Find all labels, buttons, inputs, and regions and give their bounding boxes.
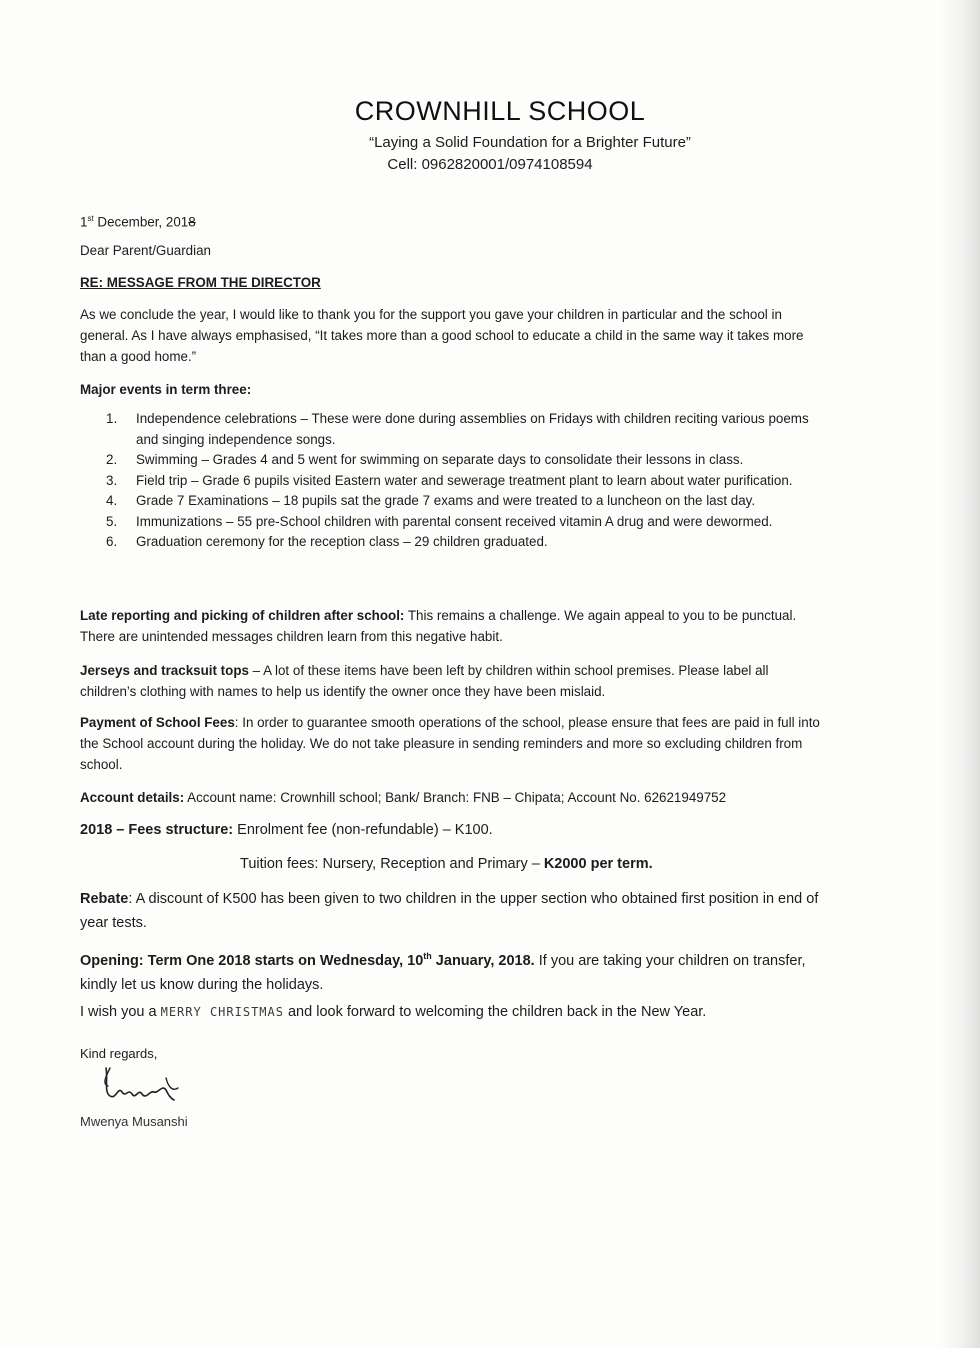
rebate-label: Rebate <box>80 891 129 907</box>
late-label: Late reporting and picking of children after school: <box>80 608 405 623</box>
rebate-paragraph <box>80 887 820 935</box>
account-label: Account details: <box>80 790 185 805</box>
list-number: 3. <box>106 472 118 488</box>
events-heading: Major events in term three: <box>80 382 252 397</box>
list-number: 2. <box>106 452 118 467</box>
wish-before: I wish you a <box>80 1004 161 1020</box>
signer-name: Mwenya Musanshi <box>80 1114 188 1129</box>
christmas-wish <box>80 1002 820 1023</box>
letter-date <box>80 208 820 232</box>
tuition-text: Tuition fees: Nursery, Reception and Primary – <box>240 856 544 872</box>
salutation: Dear Parent/Guardian <box>80 243 212 258</box>
list-item <box>96 450 826 471</box>
opening-paragraph <box>80 944 820 997</box>
late-reporting-paragraph <box>80 605 820 647</box>
list-text: Independence celebrations – These were done during assemblies on Fridays with children reciting various poems and singing independence songs. <box>136 411 809 447</box>
school-name: CROWNHILL SCHOOL <box>354 96 646 126</box>
contact-cell: Cell: 0962820001/0974108594 <box>387 156 593 173</box>
intro-paragraph: As we conclude the year, I would like to thank you for the support you gave your children in particular and the school in general. As I have always emphasised, “It takes more than a good school to educate a child in the same way it takes more than a good home.” <box>80 307 804 364</box>
school-motto: “Laying a Solid Foundation for a Brighter Future” <box>369 134 691 151</box>
handwritten-merry-christmas: MERRY CHRISTMAS <box>160 1005 284 1019</box>
account-text: Account name: Crownhill school; Bank/ Branch: FNB – Chipata; Account No. 62621949752 <box>184 790 727 805</box>
signature-image <box>96 1062 186 1112</box>
account-details <box>80 787 820 808</box>
subject-line: RE: MESSAGE FROM THE DIRECTOR <box>80 275 321 290</box>
list-text: Swimming – Grades 4 and 5 went for swimming on separate days to consolidate their lessons in class. <box>136 452 744 467</box>
wish-after: and look forward to welcoming the children back in the New Year. <box>283 1004 707 1020</box>
list-item <box>96 532 826 553</box>
opening-text: If you are taking your children on transfer, kindly let us know during the holidays. <box>80 952 806 993</box>
rebate-text: : A discount of K500 has been given to two children in the upper section who obtained first position in end of year tests. <box>80 891 819 931</box>
list-number: 6. <box>106 534 118 549</box>
list-text: Graduation ceremony for the reception class – 29 children graduated. <box>136 534 548 549</box>
jerseys-label: Jerseys and tracksuit tops <box>80 663 249 678</box>
structure-label: 2018 – Fees structure: <box>80 822 234 838</box>
opening-label: Opening: Term One 2018 starts on Wednesday, 10 <box>80 952 424 969</box>
date-year-digit: 8 <box>188 214 196 230</box>
late-text: This remains a challenge. We again appeal to you to be punctual. There are unintended messages children learn from this negative habit. <box>80 608 797 644</box>
tuition-fees <box>240 854 980 875</box>
fees-text: : In order to guarantee smooth operations of the school, please ensure that fees are paid in full into the School account during the holiday. We do not take pleasure in sending reminders and more so excluding children from school. <box>80 715 820 772</box>
events-list <box>96 409 826 553</box>
jerseys-text: – A lot of these items have been left by children within school premises. Please label all children’s clothing with names to help us identify the owner once they have been mislaid. <box>80 663 769 699</box>
scan-edge-shadow <box>940 0 980 1348</box>
date-rest: December, 201 <box>93 214 189 230</box>
date-day: 1 <box>80 214 88 230</box>
opening-sup: th <box>423 951 432 961</box>
list-item <box>96 491 826 512</box>
list-text: Field trip – Grade 6 pupils visited Eastern water and sewerage treatment plant to learn about water purification. <box>136 472 793 488</box>
list-number: 5. <box>106 513 118 529</box>
list-text: Grade 7 Examinations – 18 pupils sat the grade 7 exams and were treated to a luncheon on the last day. <box>136 493 756 508</box>
list-item <box>96 409 826 450</box>
list-number: 1. <box>106 411 118 426</box>
tuition-amount: K2000 per term. <box>543 856 653 872</box>
date-suffix: st <box>87 214 94 223</box>
list-number: 4. <box>106 493 118 508</box>
fees-paragraph <box>80 712 820 775</box>
structure-text: Enrolment fee (non-refundable) – K100. <box>233 822 493 838</box>
opening-label-end: January, 2018. <box>431 952 535 969</box>
fees-label: Payment of School Fees <box>80 715 235 730</box>
fees-structure <box>80 820 820 841</box>
closing-regards: Kind regards, <box>80 1046 158 1061</box>
list-item <box>96 471 826 492</box>
jerseys-paragraph <box>80 660 820 702</box>
list-text: Immunizations – 55 pre-School children with parental consent received vitamin A drug and were dewormed. <box>136 513 773 529</box>
list-item <box>96 512 826 533</box>
